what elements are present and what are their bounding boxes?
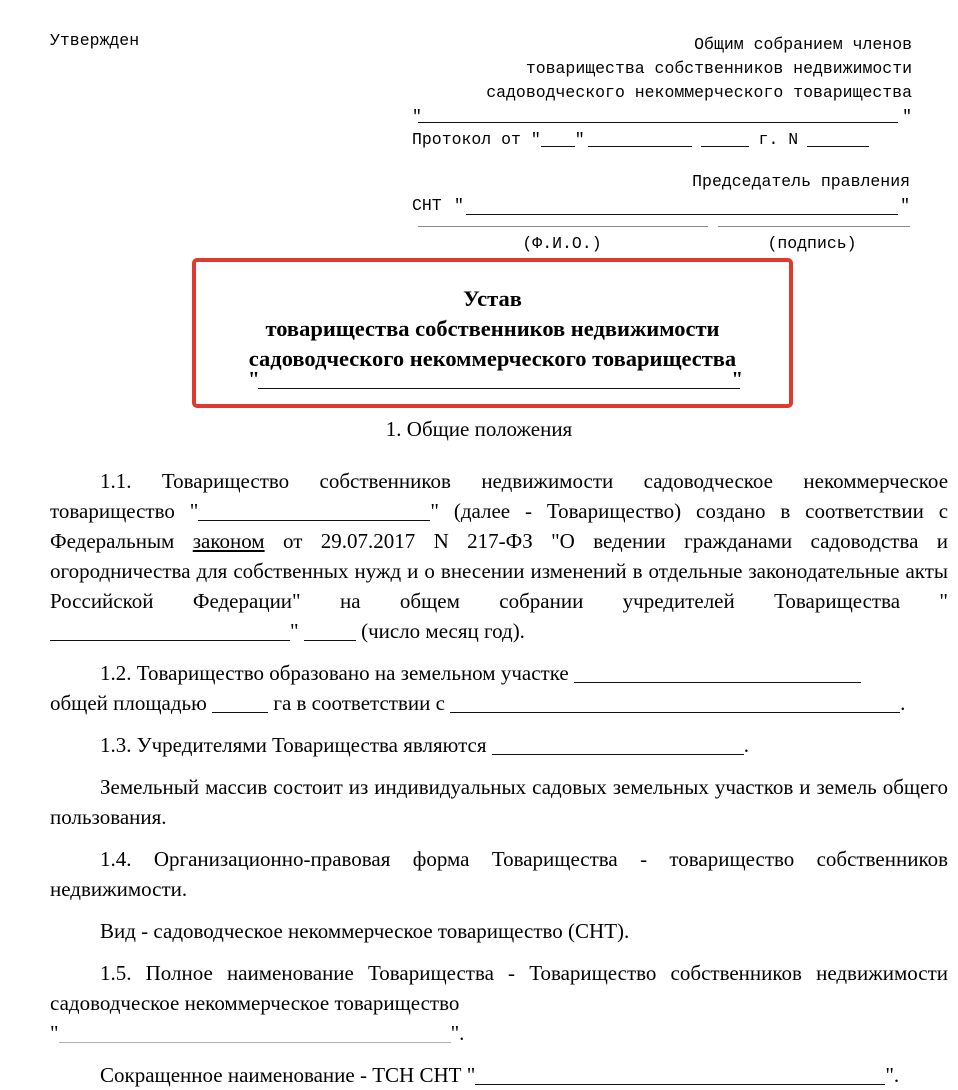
quote-open: ": [412, 107, 422, 126]
clause-1-1-quote-open: ": [189, 499, 199, 523]
protocol-day-field[interactable]: [541, 131, 575, 147]
protocol-month-field[interactable]: [588, 131, 692, 147]
charter-quote-open: ": [248, 367, 260, 391]
approver-line-1: Общим собранием членов: [694, 35, 912, 54]
charter-title: [196, 284, 789, 374]
clause-1-5-short-quote-close: ": [885, 1063, 894, 1087]
protocol-year-field[interactable]: [701, 131, 749, 147]
clause-1-5-text-1: Полное наименование Товарищества - Товарищество собственников недвижимости садоводческое некоммерческое товарищество: [50, 961, 948, 1015]
fio-caption: (Ф.И.О.): [522, 234, 602, 253]
clause-1-2-number: 1.2.: [100, 661, 132, 685]
clause-1-5-text-2: .: [459, 1021, 465, 1045]
snt-name-underline: [466, 214, 898, 215]
clause-1-2-plot-field[interactable]: [574, 667, 861, 683]
protocol-year-suffix: г. N: [758, 130, 799, 149]
section-heading: 1. Общие положения: [385, 417, 573, 441]
snt-quote-close: ": [900, 196, 910, 215]
clause-1-5-short-name-field[interactable]: [475, 1069, 885, 1085]
clause-1-1-quote-open-2: ": [939, 589, 948, 613]
clause-1-1-founding-name-field[interactable]: [50, 625, 290, 641]
clause-1-1-text-4: (число месяц год).: [361, 619, 525, 643]
approver-block: [412, 33, 912, 129]
clause-1-3-number: 1.3.: [100, 733, 132, 757]
approver-name-underline: [418, 122, 898, 123]
clause-1-1-quote-close-2: ": [290, 619, 299, 643]
clause-1-2-basis-field[interactable]: [450, 697, 900, 713]
approver-name-field-row: [412, 105, 912, 129]
fio-underline: [418, 226, 708, 227]
protocol-quote-open: ": [530, 130, 541, 149]
protocol-prefix: Протокол от: [412, 130, 521, 149]
charter-title-line-2: товарищества собственников недвижимости: [265, 316, 720, 341]
clause-1-5-short-text-2: .: [893, 1063, 900, 1087]
charter-name-field-row: [248, 367, 743, 393]
clause-1-1-date-field[interactable]: [304, 625, 356, 641]
clause-1-4: [50, 844, 948, 904]
clause-1-4-note: Вид - садоводческое некоммерческое товарищество (СНТ).: [100, 919, 630, 943]
clause-1-1-text-2: (далее - Товарищество) создано в соответствии с Федеральным: [50, 499, 949, 553]
clause-1-1-name-field[interactable]: [198, 505, 430, 521]
highlighted-title-box: [192, 258, 793, 408]
charter-quote-close: ": [731, 367, 743, 391]
signature-caption: (подпись): [767, 234, 857, 253]
clause-1-5-short-text: Сокращенное наименование - ТСН СНТ: [100, 1063, 462, 1087]
clause-1-5: [50, 958, 948, 1048]
clause-1-2-text-2: общей площадью: [50, 691, 207, 715]
clause-1-1-number: 1.1.: [100, 469, 132, 493]
clause-1-2-area-field[interactable]: [212, 697, 268, 713]
approver-line-3: садоводческого некоммерческого товарищества: [486, 83, 912, 102]
charter-name-underline: [258, 388, 740, 389]
clause-1-5-quote-open: ": [50, 1021, 59, 1045]
clause-1-3-founders-field[interactable]: [492, 739, 744, 755]
clause-1-1: [50, 466, 948, 646]
clause-1-3: [50, 730, 948, 760]
clause-1-3-text-1: Учредителями Товарищества являются: [136, 733, 487, 757]
clause-1-2-text-3: га в соответствии с: [273, 691, 445, 715]
approved-label: Утвержден: [50, 31, 140, 50]
document-body: [50, 466, 948, 1090]
protocol-line: [412, 128, 869, 152]
clause-1-5-full-name-field[interactable]: [59, 1027, 451, 1043]
signature-underline: [718, 226, 910, 227]
clause-1-3-text-2: .: [743, 733, 749, 757]
clause-1-5-number: 1.5.: [100, 961, 132, 985]
snt-label: СНТ: [412, 196, 442, 215]
clause-1-2-text-1: Товарищество образовано на земельном участке: [136, 661, 569, 685]
federal-law-link[interactable]: законом: [192, 529, 265, 553]
charter-title-line-1: Устав: [463, 286, 522, 311]
protocol-quote-close: ": [574, 130, 585, 149]
clause-1-2: [50, 658, 948, 718]
clause-1-1-text-1: Товарищество собственников недвижимости садоводческое некоммерческое товарищество: [50, 469, 949, 523]
chairman-label: Председатель правления: [692, 172, 910, 191]
clause-1-1-quote-close: ": [430, 499, 439, 523]
quote-close: ": [902, 107, 912, 126]
clause-1-5-short-quote-open: ": [466, 1063, 476, 1087]
clause-1-5-quote-close: ": [450, 1021, 460, 1045]
clause-1-2-text-4: .: [900, 691, 906, 715]
approver-line-2: товарищества собственников недвижимости: [525, 59, 912, 78]
clause-1-4-number: 1.4.: [100, 847, 132, 871]
clause-1-1-text-3: от 29.07.2017 N 217-ФЗ "О ведении гражданами садоводства и огородничества для собственных нужд и о внесении изменений в отдельные законодательные акты Российской Федерации" на общем собрании учредителей Товарищества: [50, 529, 949, 613]
snt-quote-open: ": [454, 196, 464, 215]
clause-1-4-text: Организационно-правовая форма Товарищества - товарищество собственников недвижимости.: [50, 847, 948, 901]
protocol-number-field[interactable]: [807, 131, 869, 147]
clause-1-5-short-name: [50, 1060, 948, 1090]
clause-1-3-note: Земельный массив состоит из индивидуальных садовых земельных участков и земель общего пользования.: [50, 775, 948, 829]
charter-title-line-3: садоводческого некоммерческого товарищества: [248, 346, 737, 371]
